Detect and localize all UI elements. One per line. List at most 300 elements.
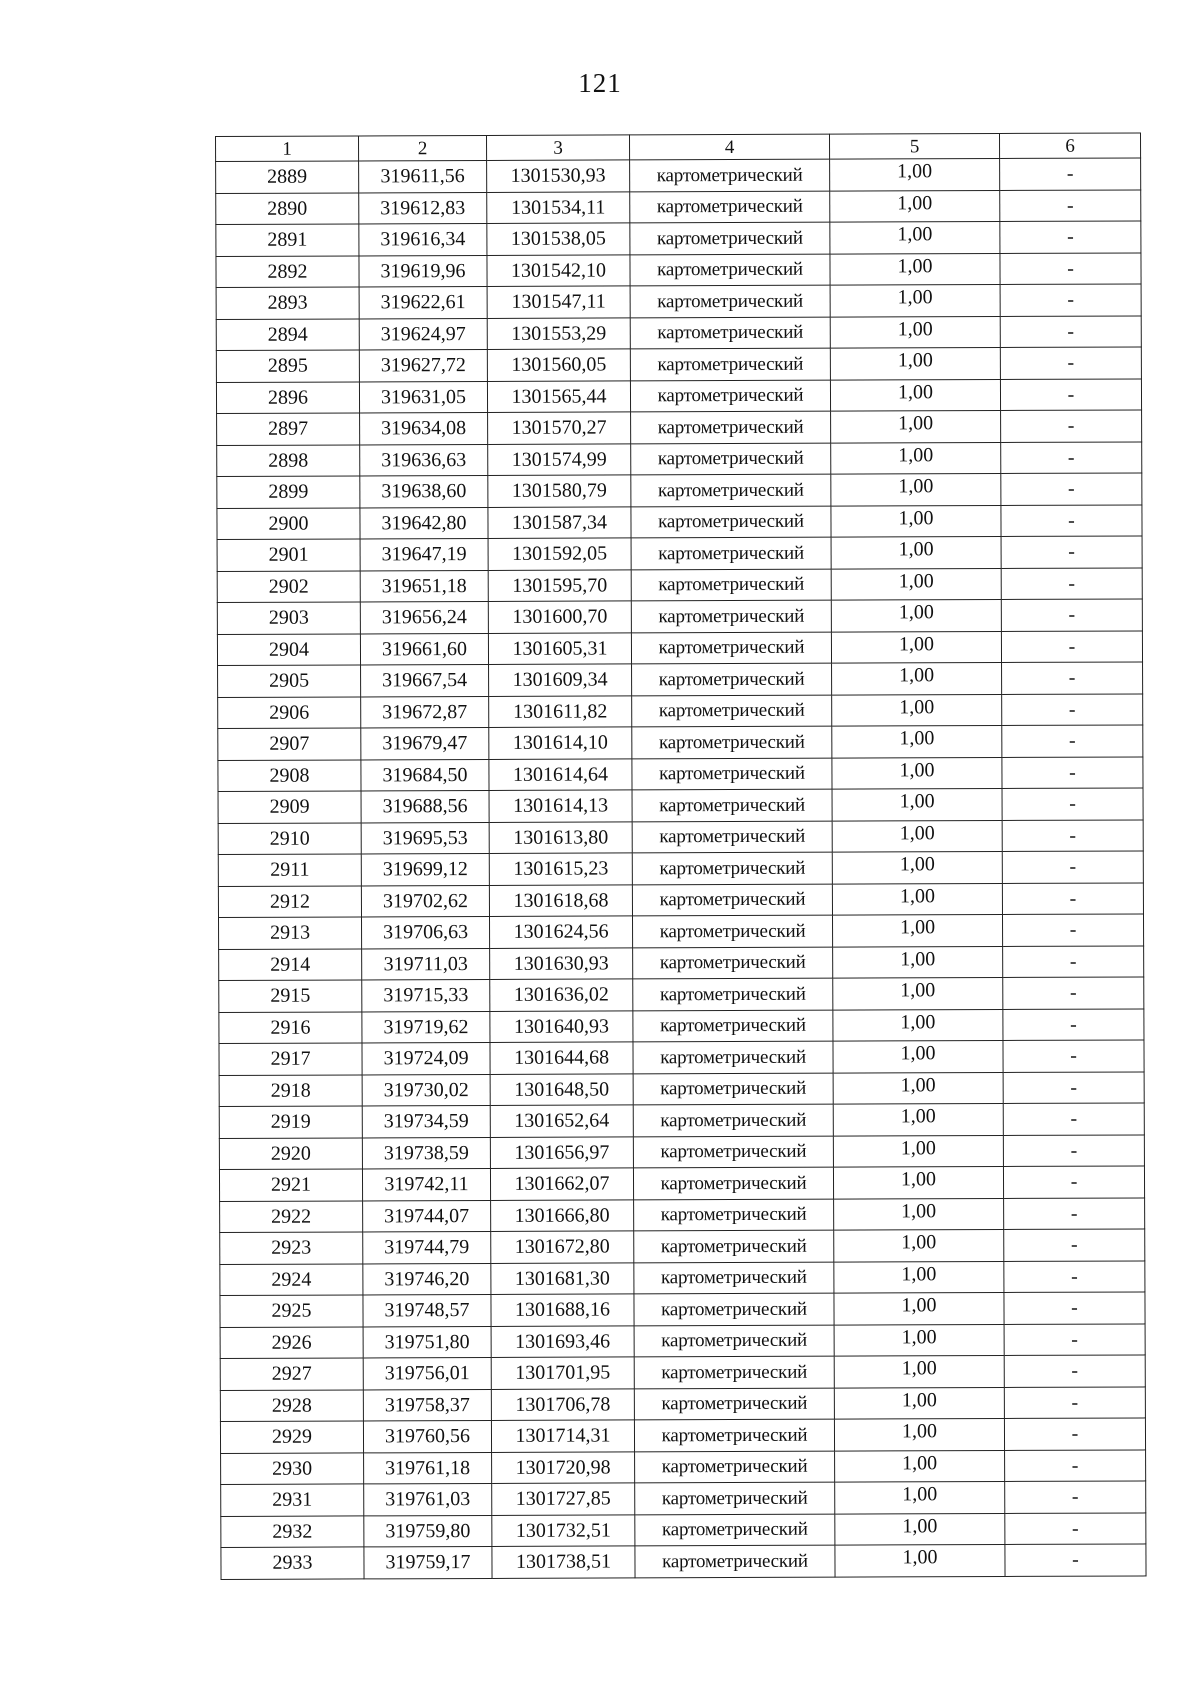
cell-accuracy: 1,00 [833,1040,1003,1072]
cell-accuracy: 1,00 [831,631,1001,663]
table-row [218,788,1143,823]
cell-point-number: 2895 [216,350,359,382]
cell-method: картометрический [631,474,831,506]
cell-note: - [1003,1166,1144,1198]
cell-note: - [1001,567,1142,599]
cell-note: - [1000,284,1141,316]
cell-y-coordinate: 1301592,05 [488,538,631,570]
table-row [218,756,1143,791]
cell-method: картометрический [632,852,832,884]
cell-method: картометрический [635,1451,835,1483]
table-row [220,1229,1145,1264]
cell-note: - [1000,378,1141,410]
table-row [218,819,1143,854]
cell-note: - [1000,189,1141,221]
cell-method: картометрический [632,884,832,916]
cell-method: картометрический [635,1514,835,1546]
cell-x-coordinate: 319695,53 [361,822,489,854]
cell-y-coordinate: 1301615,23 [489,853,632,885]
cell-point-number: 2927 [220,1358,363,1390]
cell-x-coordinate: 319619,96 [359,255,487,287]
table-row [216,347,1141,382]
cell-method: картометрический [630,222,830,254]
cell-point-number: 2907 [218,728,361,760]
cell-accuracy: 1,00 [833,1135,1003,1167]
cell-x-coordinate: 319636,63 [360,444,488,476]
cell-point-number: 2925 [220,1295,363,1327]
cell-accuracy: 1,00 [830,284,1000,316]
table-row [217,473,1142,508]
cell-point-number: 2921 [219,1169,362,1201]
cell-point-number: 2923 [220,1232,363,1264]
cell-method: картометрический [633,978,833,1010]
cell-y-coordinate: 1301614,13 [489,790,632,822]
cell-point-number: 2928 [220,1389,363,1421]
table-row [218,882,1143,917]
cell-x-coordinate: 319667,54 [361,664,489,696]
cell-x-coordinate: 319661,60 [360,633,488,665]
cell-y-coordinate: 1301538,05 [487,223,630,255]
cell-accuracy: 1,00 [833,977,1003,1009]
cell-x-coordinate: 319631,05 [359,381,487,413]
cell-point-number: 2901 [217,539,360,571]
cell-note: - [1003,945,1144,977]
cell-note: - [1002,756,1143,788]
cell-accuracy: 1,00 [830,221,1000,253]
cell-method: картометрический [631,632,831,664]
cell-method: картометрический [633,1041,833,1073]
cell-point-number: 2894 [216,318,359,350]
cell-y-coordinate: 1301613,80 [489,821,632,853]
cell-note: - [1004,1386,1145,1418]
cell-accuracy: 1,00 [833,1166,1003,1198]
cell-x-coordinate: 319724,09 [362,1042,490,1074]
cell-point-number: 2917 [219,1043,362,1075]
cell-point-number: 2912 [218,885,361,917]
cell-accuracy: 1,00 [832,662,1002,694]
cell-note: - [1002,882,1143,914]
cell-y-coordinate: 1301565,44 [487,380,630,412]
cell-x-coordinate: 319715,33 [362,979,490,1011]
cell-accuracy: 1,00 [830,347,1000,379]
cell-note: - [1004,1355,1145,1387]
cell-method: картометрический [630,191,830,223]
header-col-3: 3 [486,135,629,161]
table-row [217,599,1142,634]
cell-note: - [1003,977,1144,1009]
cell-note: - [1002,725,1143,757]
table-row [221,1544,1146,1579]
cell-x-coordinate: 319642,80 [360,507,488,539]
table-row [217,410,1142,445]
table-row [216,252,1141,287]
cell-x-coordinate: 319647,19 [360,538,488,570]
cell-x-coordinate: 319651,18 [360,570,488,602]
cell-method: картометрический [632,915,832,947]
cell-y-coordinate: 1301624,56 [489,916,632,948]
cell-x-coordinate: 319761,18 [364,1452,492,1484]
cell-point-number: 2919 [219,1106,362,1138]
cell-accuracy: 1,00 [834,1387,1004,1419]
cell-y-coordinate: 1301618,68 [489,884,632,916]
cell-accuracy: 1,00 [834,1198,1004,1230]
cell-accuracy: 1,00 [831,410,1001,442]
cell-x-coordinate: 319746,20 [363,1263,491,1295]
cell-point-number: 2933 [221,1547,364,1579]
cell-y-coordinate: 1301553,29 [487,317,630,349]
cell-x-coordinate: 319638,60 [360,475,488,507]
table-row [216,284,1141,319]
cell-y-coordinate: 1301595,70 [488,569,631,601]
cell-method: картометрический [630,159,830,191]
cell-accuracy: 1,00 [833,1009,1003,1041]
cell-x-coordinate: 319730,02 [362,1074,490,1106]
cell-accuracy: 1,00 [834,1355,1004,1387]
cell-point-number: 2899 [217,476,360,508]
cell-method: картометрический [631,537,831,569]
cell-x-coordinate: 319611,56 [359,160,487,192]
cell-note: - [1003,1008,1144,1040]
cell-method: картометрический [632,821,832,853]
cell-method: картометрический [631,443,831,475]
cell-point-number: 2896 [216,381,359,413]
header-col-5: 5 [829,133,999,159]
cell-x-coordinate: 319622,61 [359,286,487,318]
cell-accuracy: 1,00 [832,788,1002,820]
cell-y-coordinate: 1301688,16 [491,1294,634,1326]
table-row [219,1103,1144,1138]
cell-x-coordinate: 319760,56 [363,1420,491,1452]
cell-x-coordinate: 319744,79 [363,1231,491,1263]
cell-x-coordinate: 319706,63 [361,916,489,948]
cell-method: картометрический [634,1356,834,1388]
cell-note: - [1005,1449,1146,1481]
cell-y-coordinate: 1301648,50 [490,1073,633,1105]
cell-method: картометрический [633,1104,833,1136]
table-row [218,851,1143,886]
cell-note: - [1001,599,1142,631]
cell-method: картометрический [634,1388,834,1420]
cell-x-coordinate: 319634,08 [360,412,488,444]
cell-note: - [1001,410,1142,442]
cell-point-number: 2908 [218,759,361,791]
cell-method: картометрический [635,1545,835,1577]
cell-method: картометрический [630,285,830,317]
cell-point-number: 2889 [216,161,359,193]
cell-y-coordinate: 1301693,46 [491,1325,634,1357]
cell-point-number: 2892 [216,255,359,287]
cell-note: - [1002,914,1143,946]
cell-method: картометрический [631,600,831,632]
cell-method: картометрический [632,726,832,758]
cell-y-coordinate: 1301580,79 [488,475,631,507]
cell-x-coordinate: 319616,34 [359,223,487,255]
table-row [219,1040,1144,1075]
cell-y-coordinate: 1301605,31 [488,632,631,664]
cell-accuracy: 1,00 [832,851,1002,883]
cell-note: - [1004,1197,1145,1229]
cell-method: картометрический [632,758,832,790]
table-row [216,158,1141,193]
cell-note: - [1001,441,1142,473]
cell-point-number: 2926 [220,1326,363,1358]
cell-point-number: 2898 [217,444,360,476]
cell-x-coordinate: 319742,11 [362,1168,490,1200]
cell-x-coordinate: 319624,97 [359,318,487,350]
cell-y-coordinate: 1301587,34 [488,506,631,538]
table-body [216,158,1146,1579]
cell-accuracy: 1,00 [834,1261,1004,1293]
cell-accuracy: 1,00 [833,1072,1003,1104]
table-row [217,567,1142,602]
cell-accuracy: 1,00 [830,158,1000,190]
cell-y-coordinate: 1301542,10 [487,254,630,286]
table-row [217,441,1142,476]
cell-x-coordinate: 319758,37 [363,1389,491,1421]
cell-point-number: 2909 [218,791,361,823]
cell-y-coordinate: 1301611,82 [489,695,632,727]
table-row [219,977,1144,1012]
table-row [219,1008,1144,1043]
table-row [217,536,1142,571]
cell-x-coordinate: 319672,87 [361,696,489,728]
cell-y-coordinate: 1301560,05 [487,349,630,381]
cell-x-coordinate: 319627,72 [359,349,487,381]
cell-note: - [1004,1418,1145,1450]
cell-method: картометрический [635,1482,835,1514]
cell-method: картометрический [634,1230,834,1262]
cell-x-coordinate: 319759,80 [364,1515,492,1547]
cell-y-coordinate: 1301727,85 [492,1483,635,1515]
cell-accuracy: 1,00 [831,599,1001,631]
cell-y-coordinate: 1301609,34 [489,664,632,696]
table-row [220,1197,1145,1232]
cell-note: - [1001,473,1142,505]
cell-note: - [1003,1071,1144,1103]
table-row [217,504,1142,539]
cell-note: - [1000,252,1141,284]
cell-note: - [1002,819,1143,851]
cell-method: картометрический [632,789,832,821]
header-col-6: 6 [999,133,1140,159]
cell-x-coordinate: 319684,50 [361,759,489,791]
cell-note: - [1001,536,1142,568]
cell-point-number: 2902 [217,570,360,602]
cell-note: - [1000,158,1141,190]
cell-y-coordinate: 1301652,64 [490,1105,633,1137]
cell-point-number: 2906 [218,696,361,728]
cell-note: - [1003,1134,1144,1166]
cell-accuracy: 1,00 [832,757,1002,789]
table-row [220,1260,1145,1295]
cell-note: - [1002,851,1143,883]
cell-note: - [1000,221,1141,253]
cell-x-coordinate: 319719,62 [362,1011,490,1043]
cell-method: картометрический [633,947,833,979]
cell-method: картометрический [631,569,831,601]
cell-accuracy: 1,00 [833,1103,1003,1135]
table-row [220,1323,1145,1358]
table-row [218,662,1143,697]
coordinates-table [215,132,1147,1579]
cell-note: - [1000,315,1141,347]
cell-accuracy: 1,00 [832,725,1002,757]
table-row [216,189,1141,224]
cell-point-number: 2916 [219,1011,362,1043]
cell-y-coordinate: 1301720,98 [492,1451,635,1483]
cell-point-number: 2918 [219,1074,362,1106]
cell-y-coordinate: 1301547,11 [487,286,630,318]
page-number: 121 [578,68,622,98]
cell-accuracy: 1,00 [835,1544,1005,1576]
cell-x-coordinate: 319702,62 [361,885,489,917]
cell-method: картометрический [633,1010,833,1042]
cell-y-coordinate: 1301672,80 [491,1231,634,1263]
cell-point-number: 2905 [218,665,361,697]
cell-x-coordinate: 319738,59 [362,1137,490,1169]
cell-x-coordinate: 319699,12 [361,853,489,885]
cell-method: картометрический [634,1325,834,1357]
cell-point-number: 2931 [221,1484,364,1516]
cell-accuracy: 1,00 [834,1292,1004,1324]
cell-note: - [1005,1481,1146,1513]
cell-y-coordinate: 1301706,78 [491,1388,634,1420]
cell-note: - [1003,1040,1144,1072]
cell-x-coordinate: 319711,03 [362,948,490,980]
cell-accuracy: 1,00 [832,694,1002,726]
cell-y-coordinate: 1301666,80 [491,1199,634,1231]
cell-method: картометрический [630,380,830,412]
table-row [218,725,1143,760]
cell-accuracy: 1,00 [830,190,1000,222]
cell-note: - [1004,1229,1145,1261]
cell-accuracy: 1,00 [835,1481,1005,1513]
cell-point-number: 2930 [221,1452,364,1484]
cell-note: - [1002,788,1143,820]
cell-accuracy: 1,00 [835,1450,1005,1482]
cell-accuracy: 1,00 [831,505,1001,537]
table-row [219,1134,1144,1169]
cell-x-coordinate: 319612,83 [359,192,487,224]
cell-x-coordinate: 319744,07 [363,1200,491,1232]
cell-point-number: 2924 [220,1263,363,1295]
cell-y-coordinate: 1301614,64 [489,758,632,790]
cell-method: картометрический [631,411,831,443]
cell-point-number: 2929 [220,1421,363,1453]
cell-accuracy: 1,00 [832,914,1002,946]
cell-method: картометрический [630,348,830,380]
cell-x-coordinate: 319656,24 [360,601,488,633]
table-row [219,1166,1144,1201]
cell-method: картометрический [630,317,830,349]
cell-point-number: 2903 [217,602,360,634]
cell-y-coordinate: 1301570,27 [488,412,631,444]
cell-method: картометрический [631,506,831,538]
cell-note: - [1005,1512,1146,1544]
cell-accuracy: 1,00 [830,316,1000,348]
cell-y-coordinate: 1301574,99 [488,443,631,475]
cell-y-coordinate: 1301614,10 [489,727,632,759]
cell-point-number: 2900 [217,507,360,539]
cell-point-number: 2911 [218,854,361,886]
cell-note: - [1000,347,1141,379]
cell-method: картометрический [634,1419,834,1451]
header-col-2: 2 [359,135,487,160]
table-header [216,133,1141,162]
cell-y-coordinate: 1301662,07 [490,1168,633,1200]
cell-y-coordinate: 1301636,02 [490,979,633,1011]
table-row [218,693,1143,728]
cell-note: - [1005,1544,1146,1576]
cell-y-coordinate: 1301732,51 [492,1514,635,1546]
cell-note: - [1002,693,1143,725]
cell-x-coordinate: 319759,17 [364,1546,492,1578]
cell-x-coordinate: 319734,59 [362,1105,490,1137]
table-row [216,221,1141,256]
table-row [219,945,1144,980]
header-row [216,133,1141,162]
cell-x-coordinate: 319756,01 [363,1357,491,1389]
cell-note: - [1004,1260,1145,1292]
cell-point-number: 2904 [217,633,360,665]
cell-method: картометрический [633,1073,833,1105]
cell-note: - [1003,1103,1144,1135]
cell-x-coordinate: 319761,03 [364,1483,492,1515]
table-row [220,1355,1145,1390]
table-row [217,630,1142,665]
cell-point-number: 2913 [219,917,362,949]
cell-point-number: 2890 [216,192,359,224]
table-row [221,1449,1146,1484]
header-col-1: 1 [216,136,359,162]
table-row [220,1386,1145,1421]
cell-note: - [1004,1323,1145,1355]
cell-accuracy: 1,00 [834,1324,1004,1356]
cell-y-coordinate: 1301701,95 [491,1357,634,1389]
cell-note: - [1001,504,1142,536]
cell-accuracy: 1,00 [831,442,1001,474]
cell-point-number: 2920 [219,1137,362,1169]
table-row [220,1292,1145,1327]
table-row [216,315,1141,350]
cell-y-coordinate: 1301630,93 [490,947,633,979]
cell-accuracy: 1,00 [831,473,1001,505]
table-row [220,1418,1145,1453]
cell-accuracy: 1,00 [833,946,1003,978]
cell-note: - [1002,662,1143,694]
cell-x-coordinate: 319688,56 [361,790,489,822]
cell-y-coordinate: 1301644,68 [490,1042,633,1074]
cell-y-coordinate: 1301530,93 [487,160,630,192]
cell-y-coordinate: 1301681,30 [491,1262,634,1294]
cell-method: картометрический [632,663,832,695]
cell-method: картометрический [634,1199,834,1231]
cell-y-coordinate: 1301600,70 [488,601,631,633]
cell-accuracy: 1,00 [830,379,1000,411]
cell-method: картометрический [633,1136,833,1168]
cell-accuracy: 1,00 [830,253,1000,285]
cell-point-number: 2893 [216,287,359,319]
cell-method: картометрический [634,1262,834,1294]
cell-y-coordinate: 1301656,97 [490,1136,633,1168]
header-col-4: 4 [629,134,829,160]
cell-point-number: 2922 [220,1200,363,1232]
cell-accuracy: 1,00 [834,1418,1004,1450]
cell-x-coordinate: 319748,57 [363,1294,491,1326]
cell-note: - [1001,630,1142,662]
cell-x-coordinate: 319751,80 [363,1326,491,1358]
cell-accuracy: 1,00 [835,1513,1005,1545]
